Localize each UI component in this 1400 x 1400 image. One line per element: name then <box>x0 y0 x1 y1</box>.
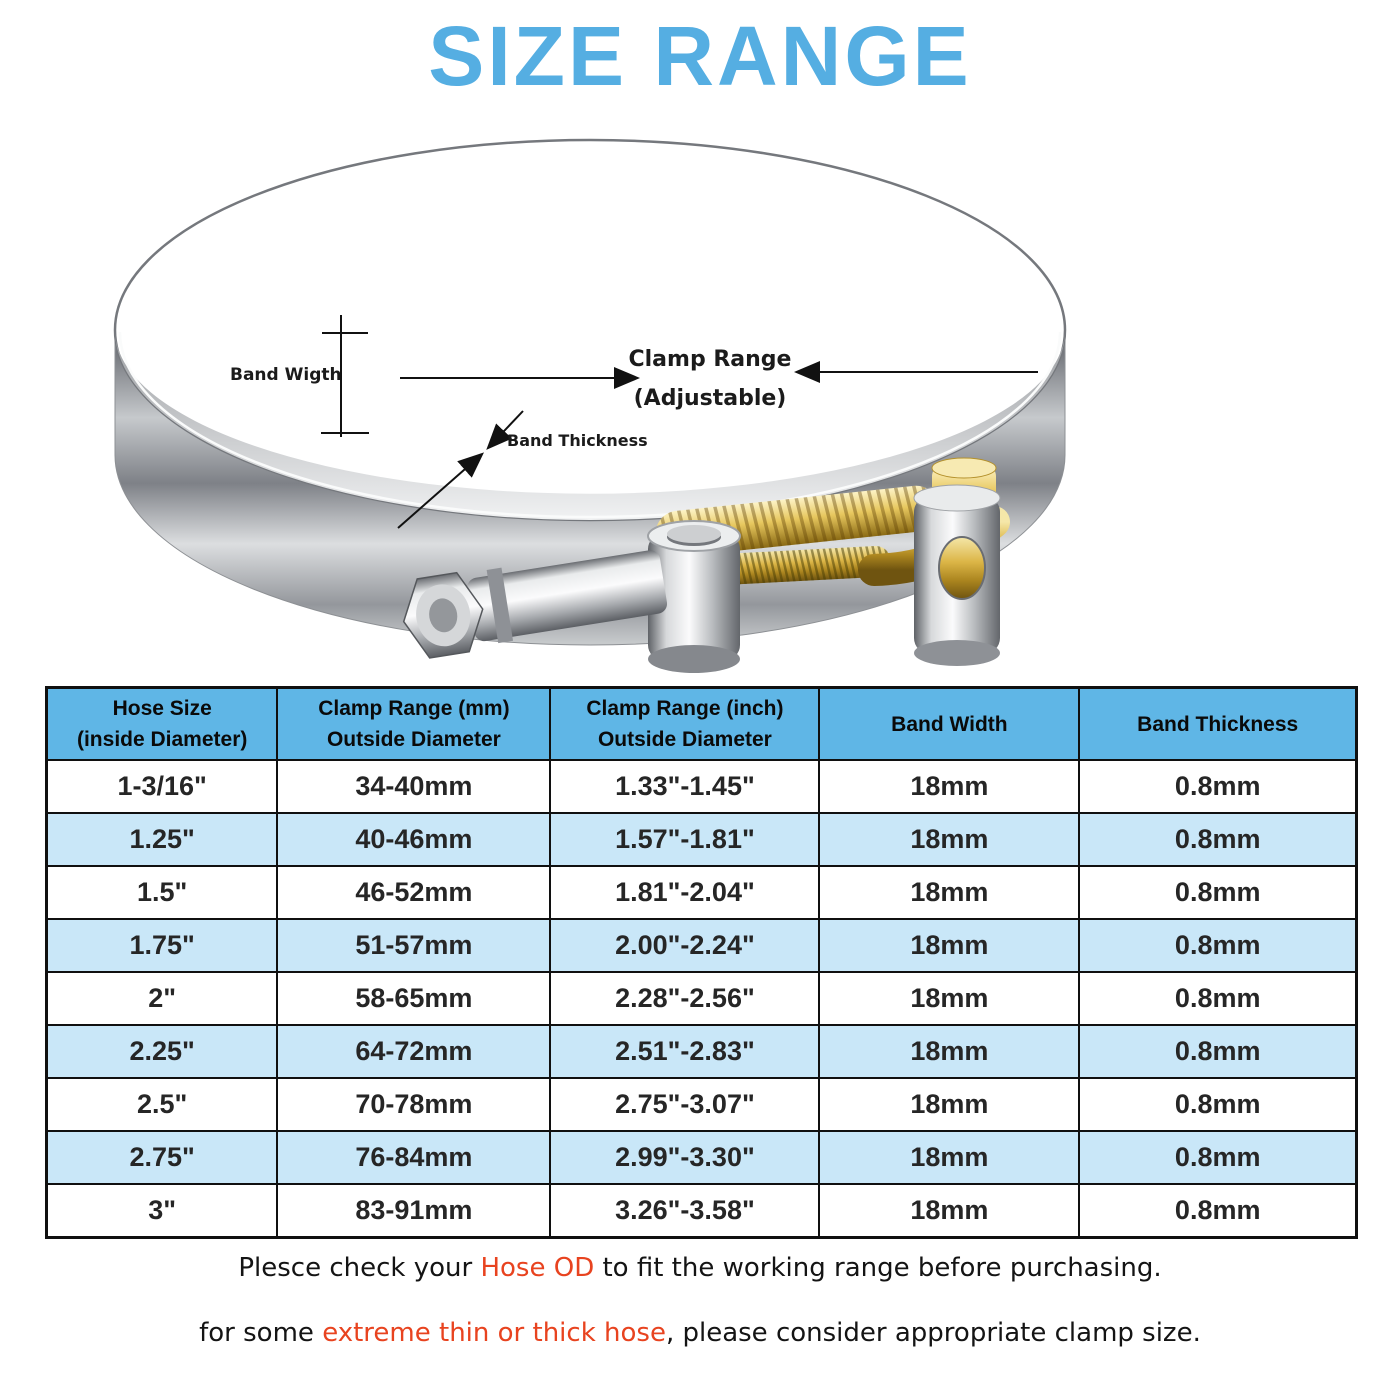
header-text: Hose Size <box>112 697 212 720</box>
header-text: Outside Diameter <box>326 728 501 751</box>
header-text: (inside Diameter) <box>76 728 248 751</box>
table-cell: 18mm <box>819 760 1079 813</box>
header-text: Clamp Range (mm) <box>318 697 510 720</box>
table-cell: 1.25" <box>47 813 278 866</box>
table-cell: 2.00"-2.24" <box>550 919 819 972</box>
header-text: Clamp Range (inch) <box>586 697 784 720</box>
note-text: to fit the working range before purchasing. <box>594 1253 1162 1283</box>
table-cell: 2.99"-3.30" <box>550 1131 819 1184</box>
table-cell: 18mm <box>819 1184 1079 1238</box>
header-text: Outside Diameter <box>597 728 772 751</box>
header-band-thickness <box>1079 688 1356 761</box>
clamp-range-label <box>575 340 845 418</box>
table-cell: 70-78mm <box>277 1078 550 1131</box>
table-cell: 0.8mm <box>1079 1131 1356 1184</box>
table-row <box>47 866 1357 919</box>
table-cell: 1-3/16" <box>47 760 278 813</box>
note-text: for some <box>199 1318 323 1348</box>
note-line-1 <box>0 1253 1400 1283</box>
table-cell: 2.75" <box>47 1131 278 1184</box>
note-line-2 <box>0 1318 1400 1348</box>
table-cell: 18mm <box>819 919 1079 972</box>
table-cell: 46-52mm <box>277 866 550 919</box>
table-cell: 2.75"-3.07" <box>550 1078 819 1131</box>
table-row <box>47 1078 1357 1131</box>
table-cell: 1.57"-1.81" <box>550 813 819 866</box>
table-cell: 0.8mm <box>1079 866 1356 919</box>
clamp-range-label-line2: (Adjustable) <box>633 386 787 411</box>
table-cell: 1.81"-2.04" <box>550 866 819 919</box>
table-cell: 2.5" <box>47 1078 278 1131</box>
table-row <box>47 1131 1357 1184</box>
table-cell: 40-46mm <box>277 813 550 866</box>
band-thickness-label: Band Thickness <box>507 431 648 450</box>
table-row <box>47 1025 1357 1078</box>
table-cell: 2.28"-2.56" <box>550 972 819 1025</box>
size-range-table <box>45 686 1358 1239</box>
header-band-width <box>819 688 1079 761</box>
table-cell: 64-72mm <box>277 1025 550 1078</box>
table-cell: 58-65mm <box>277 972 550 1025</box>
table-cell: 3" <box>47 1184 278 1238</box>
page-title: SIZE RANGE <box>428 9 972 103</box>
table-cell: 2" <box>47 972 278 1025</box>
table-cell: 0.8mm <box>1079 1078 1356 1131</box>
table-cell: 76-84mm <box>277 1131 550 1184</box>
table-cell: 18mm <box>819 1131 1079 1184</box>
table-cell: 0.8mm <box>1079 1025 1356 1078</box>
table-cell: 18mm <box>819 1078 1079 1131</box>
size-table <box>45 686 1358 1239</box>
header-hose-size <box>47 688 278 761</box>
table-cell: 18mm <box>819 813 1079 866</box>
table-cell: 51-57mm <box>277 919 550 972</box>
table-cell: 0.8mm <box>1079 813 1356 866</box>
table-cell: 34-40mm <box>277 760 550 813</box>
table-cell: 1.33"-1.45" <box>550 760 819 813</box>
table-cell: 1.5" <box>47 866 278 919</box>
table-cell: 83-91mm <box>277 1184 550 1238</box>
band-width-label: Band Wigth <box>230 365 342 385</box>
table-cell: 0.8mm <box>1079 919 1356 972</box>
header-text: Band Width <box>891 712 1008 736</box>
table-cell: 0.8mm <box>1079 972 1356 1025</box>
clamp-range-label-line1: Clamp Range <box>628 347 792 372</box>
table-cell: 0.8mm <box>1079 1184 1356 1238</box>
header-clamp-range-inch <box>550 688 819 761</box>
table-row <box>47 919 1357 972</box>
table-cell: 18mm <box>819 972 1079 1025</box>
table-cell: 1.75" <box>47 919 278 972</box>
header-clamp-range-mm <box>277 688 550 761</box>
table-cell: 2.51"-2.83" <box>550 1025 819 1078</box>
note-highlight: Hose OD <box>480 1253 595 1283</box>
header-text: Band Thickness <box>1137 712 1299 736</box>
note-text: Plesce check your <box>238 1253 481 1283</box>
table-body <box>47 760 1357 1238</box>
table-cell: 0.8mm <box>1079 760 1356 813</box>
note-highlight: extreme thin or thick hose <box>322 1318 666 1348</box>
table-cell: 18mm <box>819 1025 1079 1078</box>
table-row <box>47 760 1357 813</box>
note-text: , please consider appropriate clamp size. <box>665 1318 1201 1348</box>
table-header-row <box>47 688 1357 761</box>
table-cell: 2.25" <box>47 1025 278 1078</box>
table-row <box>47 972 1357 1025</box>
table-cell: 18mm <box>819 866 1079 919</box>
table-row <box>47 1184 1357 1238</box>
table-cell: 3.26"-3.58" <box>550 1184 819 1238</box>
table-row <box>47 813 1357 866</box>
